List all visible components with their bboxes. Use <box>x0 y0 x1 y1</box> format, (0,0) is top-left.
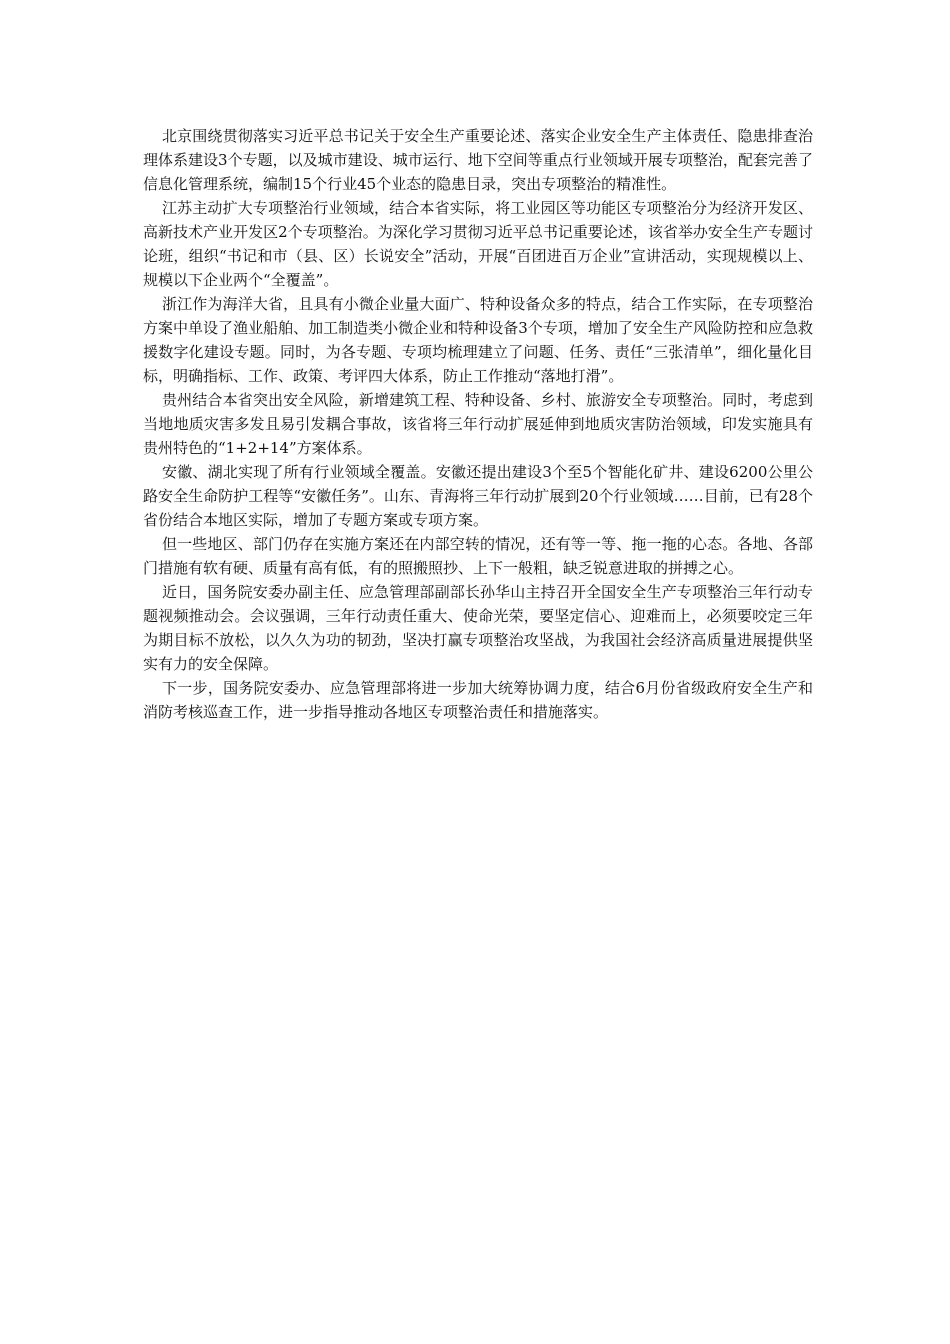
paragraph-next-step: 下一步，国务院安委办、应急管理部将进一步加大统筹协调力度，结合6月份省级政府安全生产和消防考核巡查工作，进一步指导推动各地区专项整治责任和措施落实。 <box>143 679 813 721</box>
paragraph-anhui-hubei: 安徽、湖北实现了所有行业领域全覆盖。安徽还提出建设3个至5个智能化矿井、建设6200公里公路安全生命防护工程等“安徽任务”。山东、青海将三年行动扩展到20个行业领域……目前，已有28个省份结合本地区实际，增加了专题方案或专项方案。 <box>143 463 813 529</box>
paragraph-beijing: 北京围绕贯彻落实习近平总书记关于安全生产重要论述、落实企业安全生产主体责任、隐患排查治理体系建设3个专题，以及城市建设、城市运行、地下空间等重点行业领域开展专项整治，配套完善了信息化管理系统，编制15个行业45个业态的隐患目录，突出专项整治的精准性。 <box>143 127 813 193</box>
paragraph-zhejiang: 浙江作为海洋大省，且具有小微企业量大面广、特种设备众多的特点，结合工作实际，在专项整治方案中单设了渔业船舶、加工制造类小微企业和特种设备3个专项，增加了安全生产风险防控和应急救援数字化建设专题。同时，为各专题、专项均梳理建立了问题、任务、责任“三张清单”，细化量化目标，明确指标、工作、政策、考评四大体系，防止工作推动“落地打滑”。 <box>143 295 813 385</box>
paragraph-jiangsu: 江苏主动扩大专项整治行业领域，结合本省实际，将工业园区等功能区专项整治分为经济开发区、高新技术产业开发区2个专项整治。为深化学习贯彻习近平总书记重要论述，该省举办安全生产专题讨论班，组织“书记和市（县、区）长说安全”活动，开展“百团进百万企业”宣讲活动，实现规模以上、规模以下企业两个“全覆盖”。 <box>143 199 813 289</box>
document-body <box>143 124 813 724</box>
paragraph-guizhou: 贵州结合本省突出安全风险，新增建筑工程、特种设备、乡村、旅游安全专项整治。同时，考虑到当地地质灾害多发且易引发耦合事故，该省将三年行动扩展延伸到地质灾害防治领域，印发实施具有贵州特色的“1+2+14”方案体系。 <box>143 391 813 457</box>
paragraph-meeting: 近日，国务院安委办副主任、应急管理部副部长孙华山主持召开全国安全生产专项整治三年行动专题视频推动会。会议强调，三年行动责任重大、使命光荣，要坚定信心、迎难而上，必须要咬定三年为期目标不放松，以久久为功的韧劲，坚决打赢专项整治攻坚战，为我国社会经济高质量进展提供坚实有力的安全保障。 <box>143 583 813 673</box>
paragraph-problems: 但一些地区、部门仍存在实施方案还在内部空转的情况，还有等一等、拖一拖的心态。各地、各部门措施有软有硬、质量有高有低，有的照搬照抄、上下一般粗，缺乏锐意进取的拼搏之心。 <box>143 535 813 577</box>
